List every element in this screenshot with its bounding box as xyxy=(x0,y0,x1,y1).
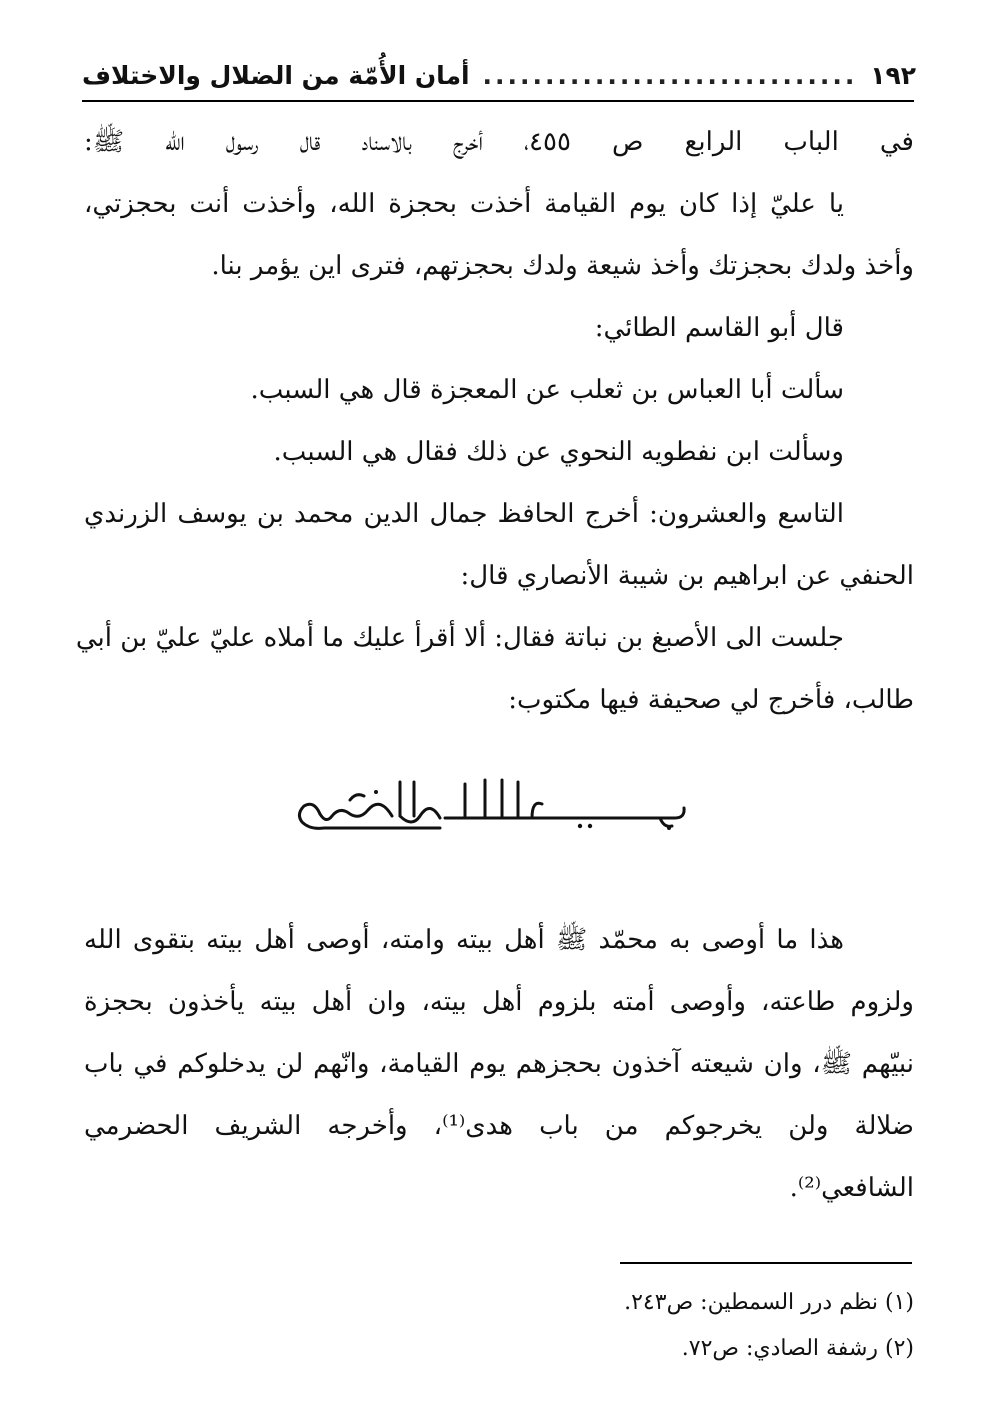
body-line: يا عليّ إذا كان يوم القيامة أخذت بحجزة الله، وأخذت أنت بحجزتي، xyxy=(84,189,844,219)
body-line: في الباب الرابع ص ٤٥٥، أخرج بالاسناد قال رسول الله ﷺ: xyxy=(84,127,914,157)
body-line: الشافعي⁽²⁾. xyxy=(789,1173,914,1203)
basmala-calligraphy xyxy=(280,770,700,840)
header-rule xyxy=(82,100,914,102)
body-line: الحنفي عن ابراهيم بن شيبة الأنصاري قال: xyxy=(460,561,914,591)
dot-leader: .............................. xyxy=(482,60,858,90)
body-line: سألت أبا العباس بن ثعلب عن المعجزة قال هي السبب. xyxy=(250,375,844,405)
body-line: جلست الى الأصبغ بن نباتة فقال: ألا أقرأ عليك ما أملاه عليّ عليّ بن أبي xyxy=(75,623,844,653)
footnote: (١) نظم درر السمطين: ص٢٤٣. xyxy=(624,1290,914,1315)
body-line: وأخذ ولدك بحجزتك وأخذ شيعة ولدك بحجزتهم، فترى اين يؤمر بنا. xyxy=(211,251,914,281)
body-line: ولزوم طاعته، وأوصى أمته بلزوم أهل بيته، وان أهل بيته يأخذون بحجزة xyxy=(84,987,914,1017)
basmala-calligraphy-icon xyxy=(280,770,700,840)
body-line: وسألت ابن نفطويه النحوي عن ذلك فقال هي السبب. xyxy=(273,437,844,467)
book-title: أمان الأُمّة من الضلال والاختلاف xyxy=(82,60,470,90)
body-line: قال أبو القاسم الطائي: xyxy=(594,313,844,343)
body-line: ضلالة ولن يخرجوكم من باب هدى⁽¹⁾، وأخرجه الشريف الحضرمي xyxy=(84,1111,914,1141)
page-number: ١٩٢ xyxy=(870,60,916,90)
body-line: طالب، فأخرج لي صحيفة فيها مكتوب: xyxy=(508,685,914,715)
body-line: نبيّهم ﷺ، وان شيعته آخذون بحجزهم يوم القيامة، وانّهم لن يدخلوكم في باب xyxy=(84,1049,914,1079)
running-header xyxy=(82,52,916,98)
body-line: هذا ما أوصى به محمّد ﷺ أهل بيته وامته، أوصى أهل بيته بتقوى الله xyxy=(84,925,844,955)
footnote-rule xyxy=(620,1262,912,1264)
footnote: (٢) رشفة الصادي: ص٧٢. xyxy=(681,1336,914,1361)
body-line: التاسع والعشرون: أخرج الحافظ جمال الدين محمد بن يوسف الزرندي xyxy=(84,499,844,529)
